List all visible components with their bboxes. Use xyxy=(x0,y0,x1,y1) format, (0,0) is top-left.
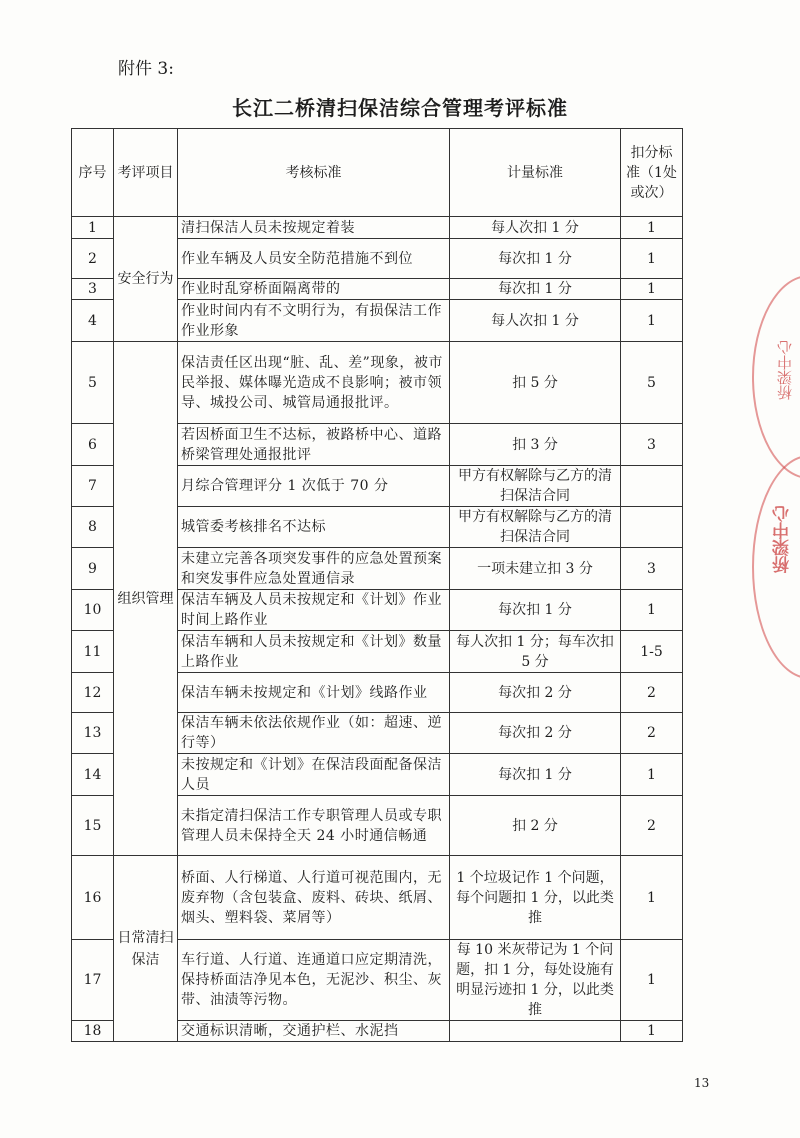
measure-cell: 甲方有权解除与乙方的清扫保洁合同 xyxy=(450,507,621,548)
measure-cell: 1 个垃圾记作 1 个问题，每个问题扣 1 分，以此类推 xyxy=(450,856,621,940)
row-index: 10 xyxy=(72,590,114,631)
row-index: 17 xyxy=(72,940,114,1021)
row-index: 15 xyxy=(72,796,114,856)
header-points: 扣分标准（1处或次） xyxy=(621,129,683,217)
header-measure: 计量标准 xyxy=(450,129,621,217)
points-cell: 3 xyxy=(621,424,683,466)
measure-cell: 一项未建立扣 3 分 xyxy=(450,548,621,590)
standard-cell: 保洁责任区出现“脏、乱、差”现象，被市民举报、媒体曝光造成不良影响；被市领导、城投公司、城管局通报批评。 xyxy=(178,342,450,424)
points-cell: 2 xyxy=(621,713,683,754)
seal-text-2: 桥梁中心 xyxy=(773,505,793,573)
standard-cell: 保洁车辆及人员未按规定和《计划》作业时间上路作业 xyxy=(178,590,450,631)
row-index: 14 xyxy=(72,754,114,796)
measure-cell: 扣 5 分 xyxy=(450,342,621,424)
standard-cell: 月综合管理评分 1 次低于 70 分 xyxy=(178,466,450,507)
row-index: 6 xyxy=(72,424,114,466)
standard-cell: 车行道、人行道、连通道口应定期清洗，保持桥面洁净见本色，无泥沙、积尘、灰带、油渍等污物。 xyxy=(178,940,450,1021)
category-cell: 日常清扫保洁 xyxy=(114,856,178,1042)
points-cell: 1 xyxy=(621,856,683,940)
table-row xyxy=(72,342,683,424)
standard-cell: 城管委考核排名不达标 xyxy=(178,507,450,548)
evaluation-table xyxy=(71,128,683,1042)
header-index: 序号 xyxy=(72,129,114,217)
standard-cell: 清扫保洁人员未按规定着装 xyxy=(178,217,450,239)
row-index: 7 xyxy=(72,466,114,507)
points-cell: 5 xyxy=(621,342,683,424)
standard-cell: 作业车辆及人员安全防范措施不到位 xyxy=(178,239,450,279)
header-standard: 考核标准 xyxy=(178,129,450,217)
points-cell: 1 xyxy=(621,1021,683,1042)
row-index: 4 xyxy=(72,300,114,342)
measure-cell: 每次扣 2 分 xyxy=(450,713,621,754)
category-cell: 组织管理 xyxy=(114,342,178,856)
row-index: 12 xyxy=(72,673,114,713)
measure-cell: 每次扣 1 分 xyxy=(450,754,621,796)
table-row xyxy=(72,856,683,940)
row-index: 9 xyxy=(72,548,114,590)
row-index: 2 xyxy=(72,239,114,279)
points-cell xyxy=(621,466,683,507)
standard-cell: 未按规定和《计划》在保洁段面配备保洁人员 xyxy=(178,754,450,796)
measure-cell: 每次扣 1 分 xyxy=(450,279,621,300)
measure-cell: 每次扣 2 分 xyxy=(450,673,621,713)
standard-cell: 保洁车辆未依法依规作业（如：超速、逆行等） xyxy=(178,713,450,754)
seal-text-1: 桥梁中心 xyxy=(776,340,794,400)
measure-cell: 每 10 米灰带记为 1 个问题，扣 1 分，每处设施有明显污迹扣 1 分，以此类推 xyxy=(450,940,621,1021)
measure-cell: 每人次扣 1 分 xyxy=(450,217,621,239)
standard-cell: 未指定清扫保洁工作专职管理人员或专职管理人员未保持全天 24 小时通信畅通 xyxy=(178,796,450,856)
measure-cell: 扣 2 分 xyxy=(450,796,621,856)
points-cell xyxy=(621,507,683,548)
header-category: 考评项目 xyxy=(114,129,178,217)
points-cell: 2 xyxy=(621,796,683,856)
row-index: 11 xyxy=(72,631,114,673)
measure-cell: 每人次扣 1 分 xyxy=(450,300,621,342)
category-cell: 安全行为 xyxy=(114,217,178,342)
row-index: 5 xyxy=(72,342,114,424)
row-index: 13 xyxy=(72,713,114,754)
measure-cell: 扣 3 分 xyxy=(450,424,621,466)
row-index: 1 xyxy=(72,217,114,239)
points-cell: 1-5 xyxy=(621,631,683,673)
measure-cell: 每人次扣 1 分；每车次扣 5 分 xyxy=(450,631,621,673)
standard-cell: 作业时乱穿桥面隔离带的 xyxy=(178,279,450,300)
row-index: 16 xyxy=(72,856,114,940)
standard-cell: 保洁车辆和人员未按规定和《计划》数量上路作业 xyxy=(178,631,450,673)
points-cell: 3 xyxy=(621,548,683,590)
row-index: 18 xyxy=(72,1021,114,1042)
standard-cell: 未建立完善各项突发事件的应急处置预案和突发事件应急处置通信录 xyxy=(178,548,450,590)
measure-cell: 甲方有权解除与乙方的清扫保洁合同 xyxy=(450,466,621,507)
standard-cell: 若因桥面卫生不达标，被路桥中心、道路桥梁管理处通报批评 xyxy=(178,424,450,466)
table-row xyxy=(72,217,683,239)
standard-cell: 作业时间内有不文明行为，有损保洁工作作业形象 xyxy=(178,300,450,342)
standard-cell: 交通标识清晰，交通护栏、水泥挡 xyxy=(178,1021,450,1042)
row-index: 3 xyxy=(72,279,114,300)
points-cell: 1 xyxy=(621,754,683,796)
points-cell: 1 xyxy=(621,217,683,239)
page-title: 长江二桥清扫保洁综合管理考评标准 xyxy=(232,96,568,120)
measure-cell xyxy=(450,1021,621,1042)
measure-cell: 每次扣 1 分 xyxy=(450,590,621,631)
points-cell: 1 xyxy=(621,300,683,342)
page-number: 13 xyxy=(694,1076,710,1090)
attachment-label: 附件 3: xyxy=(118,59,174,79)
standard-cell: 保洁车辆未按规定和《计划》线路作业 xyxy=(178,673,450,713)
points-cell: 1 xyxy=(621,940,683,1021)
standard-cell: 桥面、人行梯道、人行道可视范围内，无废弃物（含包装盒、废料、砖块、纸屑、烟头、塑料袋、菜屑等） xyxy=(178,856,450,940)
points-cell: 2 xyxy=(621,673,683,713)
row-index: 8 xyxy=(72,507,114,548)
points-cell: 1 xyxy=(621,239,683,279)
points-cell: 1 xyxy=(621,279,683,300)
points-cell: 1 xyxy=(621,590,683,631)
measure-cell: 每次扣 1 分 xyxy=(450,239,621,279)
